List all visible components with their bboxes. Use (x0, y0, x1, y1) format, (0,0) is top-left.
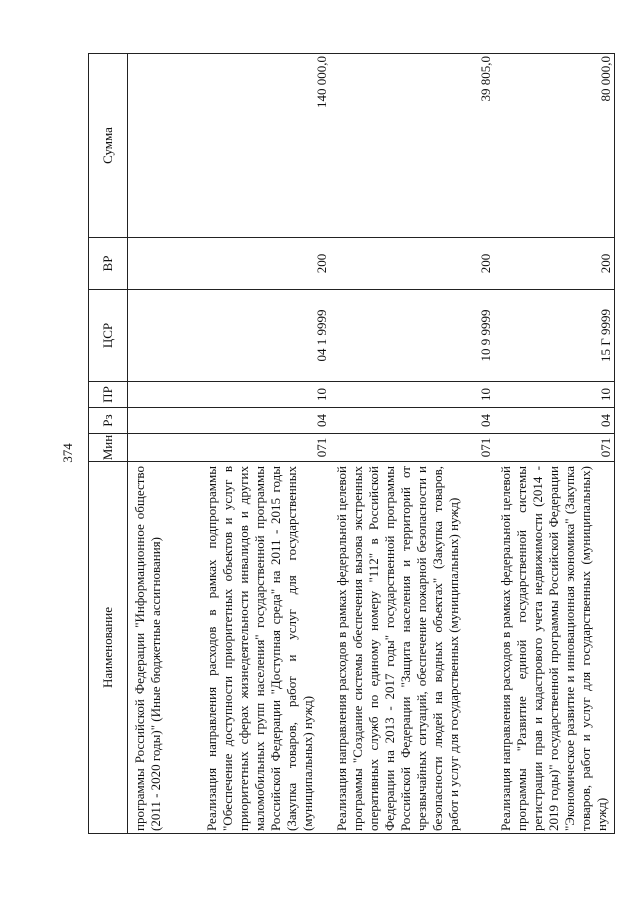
row-name: Реализация направления расходов в рамках федеральной целевой программы "Развитие единой государственной системы регистрации прав и кадастрового учета недвижимости (2014 - 2019 годы)" государственной программы Российской Федерации "Экономическое развитие и инновационная экономика" (Закупка товаров, работ и услуг для государственных (муниципальных) нужд) (494, 462, 615, 834)
page-number: 374 (60, 443, 75, 463)
row-vr: 200 (494, 238, 615, 290)
table-row (330, 54, 494, 834)
row-min: 071 (494, 434, 615, 462)
budget-table-sheet (88, 54, 613, 834)
row-csr (128, 290, 200, 382)
header-min: Мин (89, 434, 128, 462)
table-row (494, 54, 615, 834)
row-min (128, 434, 200, 462)
row-pr: 10 (330, 382, 494, 408)
header-pr: ПР (89, 382, 128, 408)
row-sum: 39 805,0 (330, 54, 494, 238)
row-rz: 04 (494, 408, 615, 434)
table-row (128, 54, 200, 834)
row-min: 071 (330, 434, 494, 462)
row-min: 071 (200, 434, 330, 462)
budget-table (88, 53, 615, 834)
header-name: Наименование (89, 462, 128, 834)
row-pr (128, 382, 200, 408)
row-name: Реализация направления расходов в рамках федеральной целевой программы "Создание системы обеспечения вызова экстренных оперативных служб по единому номеру "112" в Российской Федерации на 2013 - 2017 годы" государственной программы Российской Федерации "Защита населения и территорий от чрезвычайных ситуаций, обеспечение пожарной безопасности и безопасности людей на водных объектах" (Закупка товаров, работ и услуг для государственных (муниципальных) нужд) (330, 462, 494, 834)
row-rz: 04 (200, 408, 330, 434)
row-name: программы Российской Федерации "Информационное общество (2011 - 2020 годы)" (Иные бюджетные ассигнования) (128, 462, 200, 834)
header-rz: Рз (89, 408, 128, 434)
row-rz (128, 408, 200, 434)
row-vr: 200 (330, 238, 494, 290)
row-csr: 04 1 9999 (200, 290, 330, 382)
row-sum (128, 54, 200, 238)
row-vr: 200 (200, 238, 330, 290)
row-sum: 140 000,0 (200, 54, 330, 238)
row-csr: 10 9 9999 (330, 290, 494, 382)
header-csr: ЦСР (89, 290, 128, 382)
row-pr: 10 (200, 382, 330, 408)
row-csr: 15 Г 9999 (494, 290, 615, 382)
header-vr: ВР (89, 238, 128, 290)
row-vr (128, 238, 200, 290)
header-sum: Сумма (89, 54, 128, 238)
table-row (200, 54, 330, 834)
row-pr: 10 (494, 382, 615, 408)
row-sum: 80 000,0 (494, 54, 615, 238)
row-name: Реализация направления расходов в рамках подпрограммы "Обеспечение доступности приоритетных объектов и услуг в приоритетных сферах жизнедеятельности инвалидов и других маломобильных групп населения" государственной программы Российской Федерации "Доступная среда" на 2011 - 2015 годы (Закупка товаров, работ и услуг для государственных (муниципальных) нужд) (200, 462, 330, 834)
row-rz: 04 (330, 408, 494, 434)
table-header-row (89, 54, 128, 834)
